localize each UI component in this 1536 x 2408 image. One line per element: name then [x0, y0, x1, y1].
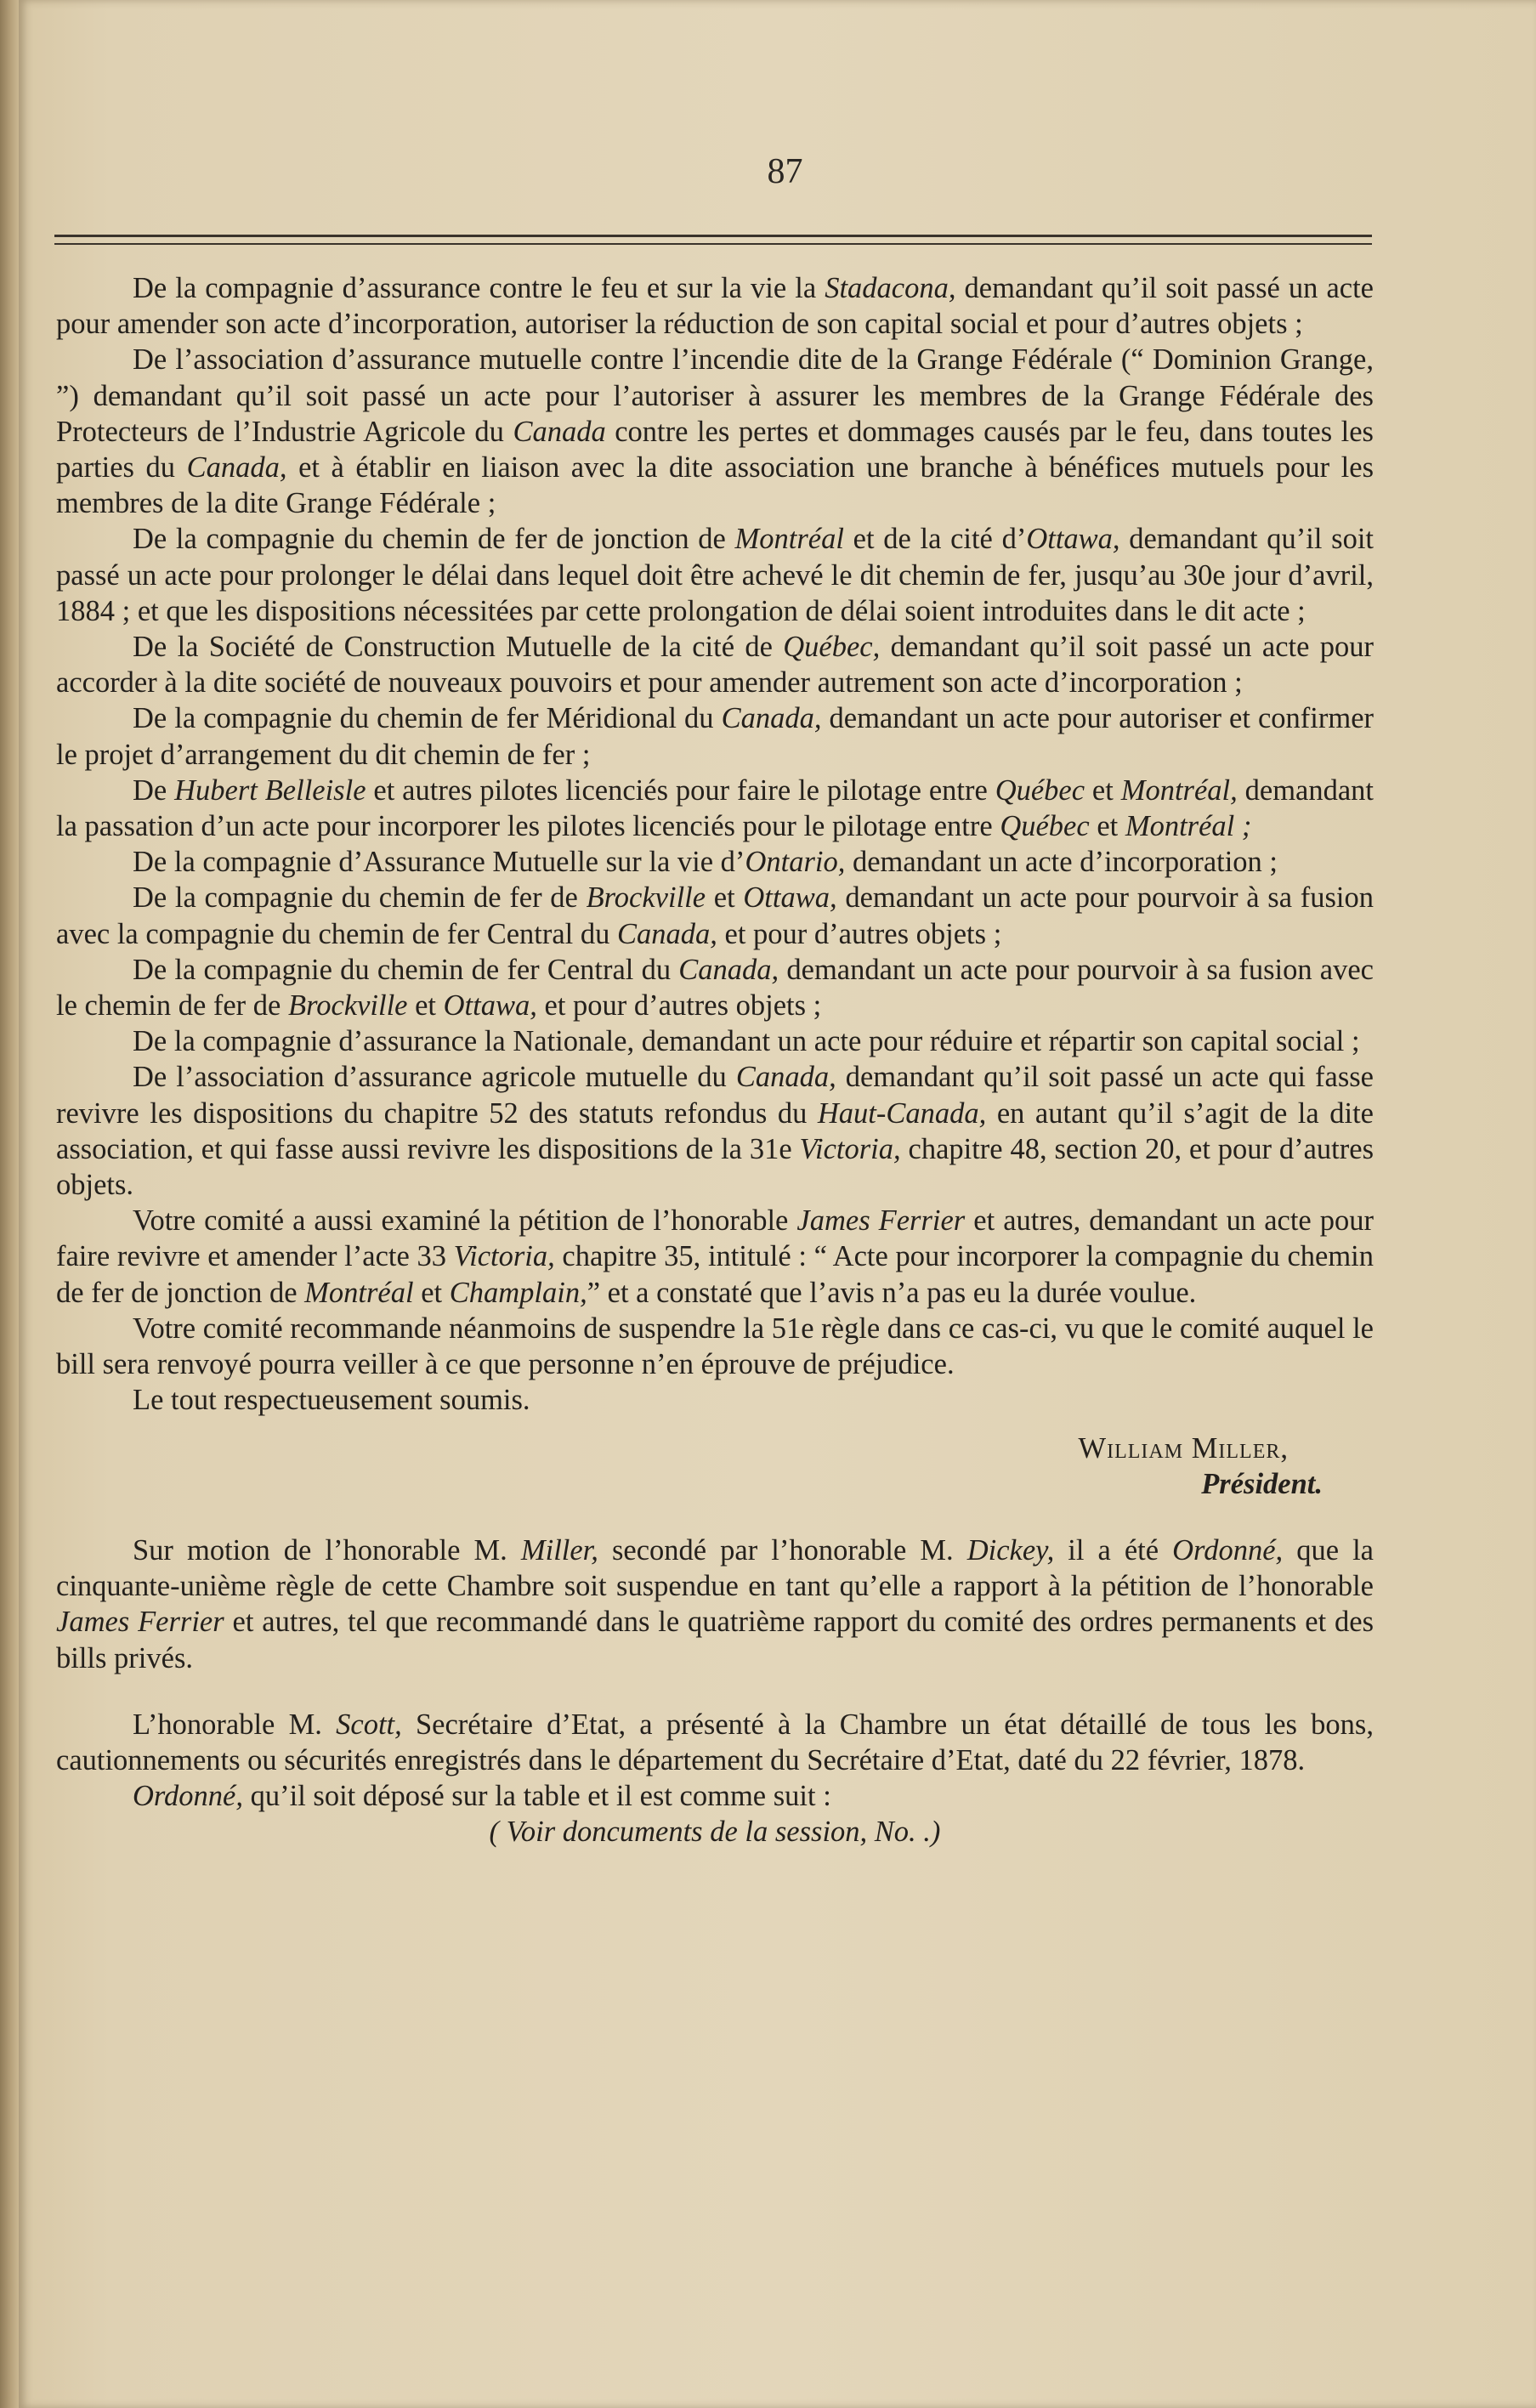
body-paragraph: De l’association d’assurance agricole mutuelle du Canada, demandant qu’il soit passé un acte qui fasse revivre les dispositions du chapitre 52 des statuts refondus du Haut-Canada, en autant qu’il s’agit de la dite association, et qui fasse aussi revivre les dispositions de la 31e Victoria, chapitre 48, section 20, et pour d’autres objets.	[56, 1061, 1374, 1202]
body-paragraph: Votre comité a aussi examiné la pétition de l’honorable James Ferrier et autres, demandant un acte pour faire revivre et amender l’acte 33 Victoria, chapitre 35, intitulé : “ Acte pour incorporer la compagnie du chemin de fer de jonction de Montréal et Champlain,” et a constaté que l’avis n’a pas eu la durée voulue.	[56, 1204, 1374, 1309]
body-paragraph: De la compagnie d’Assurance Mutuelle sur la vie d’Ontario, demandant un acte d’incorporation ;	[133, 846, 1278, 879]
signature-block	[56, 1431, 1374, 1502]
body-paragraph: De la compagnie d’assurance contre le feu et sur la vie la Stadacona, demandant qu’il soit passé un acte pour amender son acte d’incorporation, autoriser la réduction de son capital social et pour d’autres objets ;	[56, 272, 1374, 341]
body-paragraph: De la compagnie du chemin de fer de jonction de Montréal et de la cité d’Ottawa, demandant qu’il soit passé un acte pour prolonger le délai dans lequel doit être achevé le dit chemin de fer, jusqu’au 30e jour d’avril, 1884 ; et que les dispositions nécessitées par cette prolongation de délai soient introduites dans le dit acte ;	[56, 523, 1374, 627]
motion-paragraph: Sur motion de l’honorable M. Miller, secondé par l’honorable M. Dickey, il a été Ordonné, que la cinquante-unième règle de cette Chambre soit suspendue en tant qu’elle a rapport à la pétition de l’honorable James Ferrier et autres, tel que recommandé dans le quatrième rapport du comité des ordres permanents et des bills privés.	[56, 1533, 1374, 1674]
body-paragraph: De Hubert Belleisle et autres pilotes licenciés pour faire le pilotage entre Québec et Montréal, demandant la passation d’un acte pour incorporer les pilotes licenciés pour le pilotage entre Québec et Montréal ;	[56, 773, 1374, 843]
statement-paragraph: L’honorable M. Scott, Secrétaire d’Etat, a présenté à la Chambre un état détaillé de tous les bons, cautionnements ou sécurités enregistrés dans le département du Secrétaire d’Etat, daté du 22 février, 1878.	[56, 1708, 1374, 1776]
order-paragraph: Ordonné, qu’il soit déposé sur la table et il est comme suit :	[133, 1780, 831, 1813]
document-body	[56, 270, 1374, 1850]
petition-list	[56, 270, 1374, 1419]
signature-title: Président.	[1201, 1467, 1323, 1500]
signature-name: William Miller,	[1078, 1431, 1289, 1465]
body-paragraph: De la compagnie du chemin de fer de Brockville et Ottawa, demandant un acte pour pourvoir à sa fusion avec la compagnie du chemin de fer Central du Canada, et pour d’autres objets ;	[56, 881, 1374, 950]
body-paragraph: De l’association d’assurance mutuelle contre l’incendie dite de la Grange Fédérale (“ Dominion Grange, ”) demandant qu’il soit passé un acte pour l’autoriser à assurer les membres de la Grange Fédérale des Protecteurs de l’Industrie Agricole du Canada contre les pertes et dommages causés par le feu, dans toutes les parties du Canada, et à établir en liaison avec la dite association une branche à bénéfices mutuels pour les membres de la dite Grange Fédérale ;	[56, 343, 1374, 520]
body-paragraph: Votre comité recommande néanmoins de suspendre la 51e règle dans ce cas-ci, vu que le comité auquel le bill sera renvoyé pourra veiller à ce que personne n’en éprouve de préjudice.	[56, 1312, 1374, 1381]
page-number: 87	[767, 152, 803, 191]
body-paragraph: Le tout respectueusement soumis.	[133, 1384, 530, 1417]
body-paragraph: De la compagnie du chemin de fer Méridional du Canada, demandant un acte pour autoriser et confirmer le projet d’arrangement du dit chemin de fer ;	[56, 702, 1374, 771]
body-paragraph: De la compagnie du chemin de fer Central du Canada, demandant un acte pour pourvoir à sa fusion avec le chemin de fer de Brockville et Ottawa, et pour d’autres objets ;	[56, 953, 1374, 1023]
body-paragraph: De la compagnie d’assurance la Nationale, demandant un acte pour réduire et répartir son capital social ;	[133, 1025, 1360, 1058]
header-rule	[54, 235, 1372, 237]
session-reference: ( Voir doncuments de la session, No. .)	[489, 1816, 941, 1849]
header-rule-thin	[54, 243, 1372, 245]
book-spine	[0, 0, 19, 2408]
body-paragraph: De la Société de Construction Mutuelle de la cité de Québec, demandant qu’il soit passé un acte pour accorder à la dite société de nouveaux pouvoirs et pour amender autrement son acte d’incorporation ;	[56, 631, 1374, 700]
